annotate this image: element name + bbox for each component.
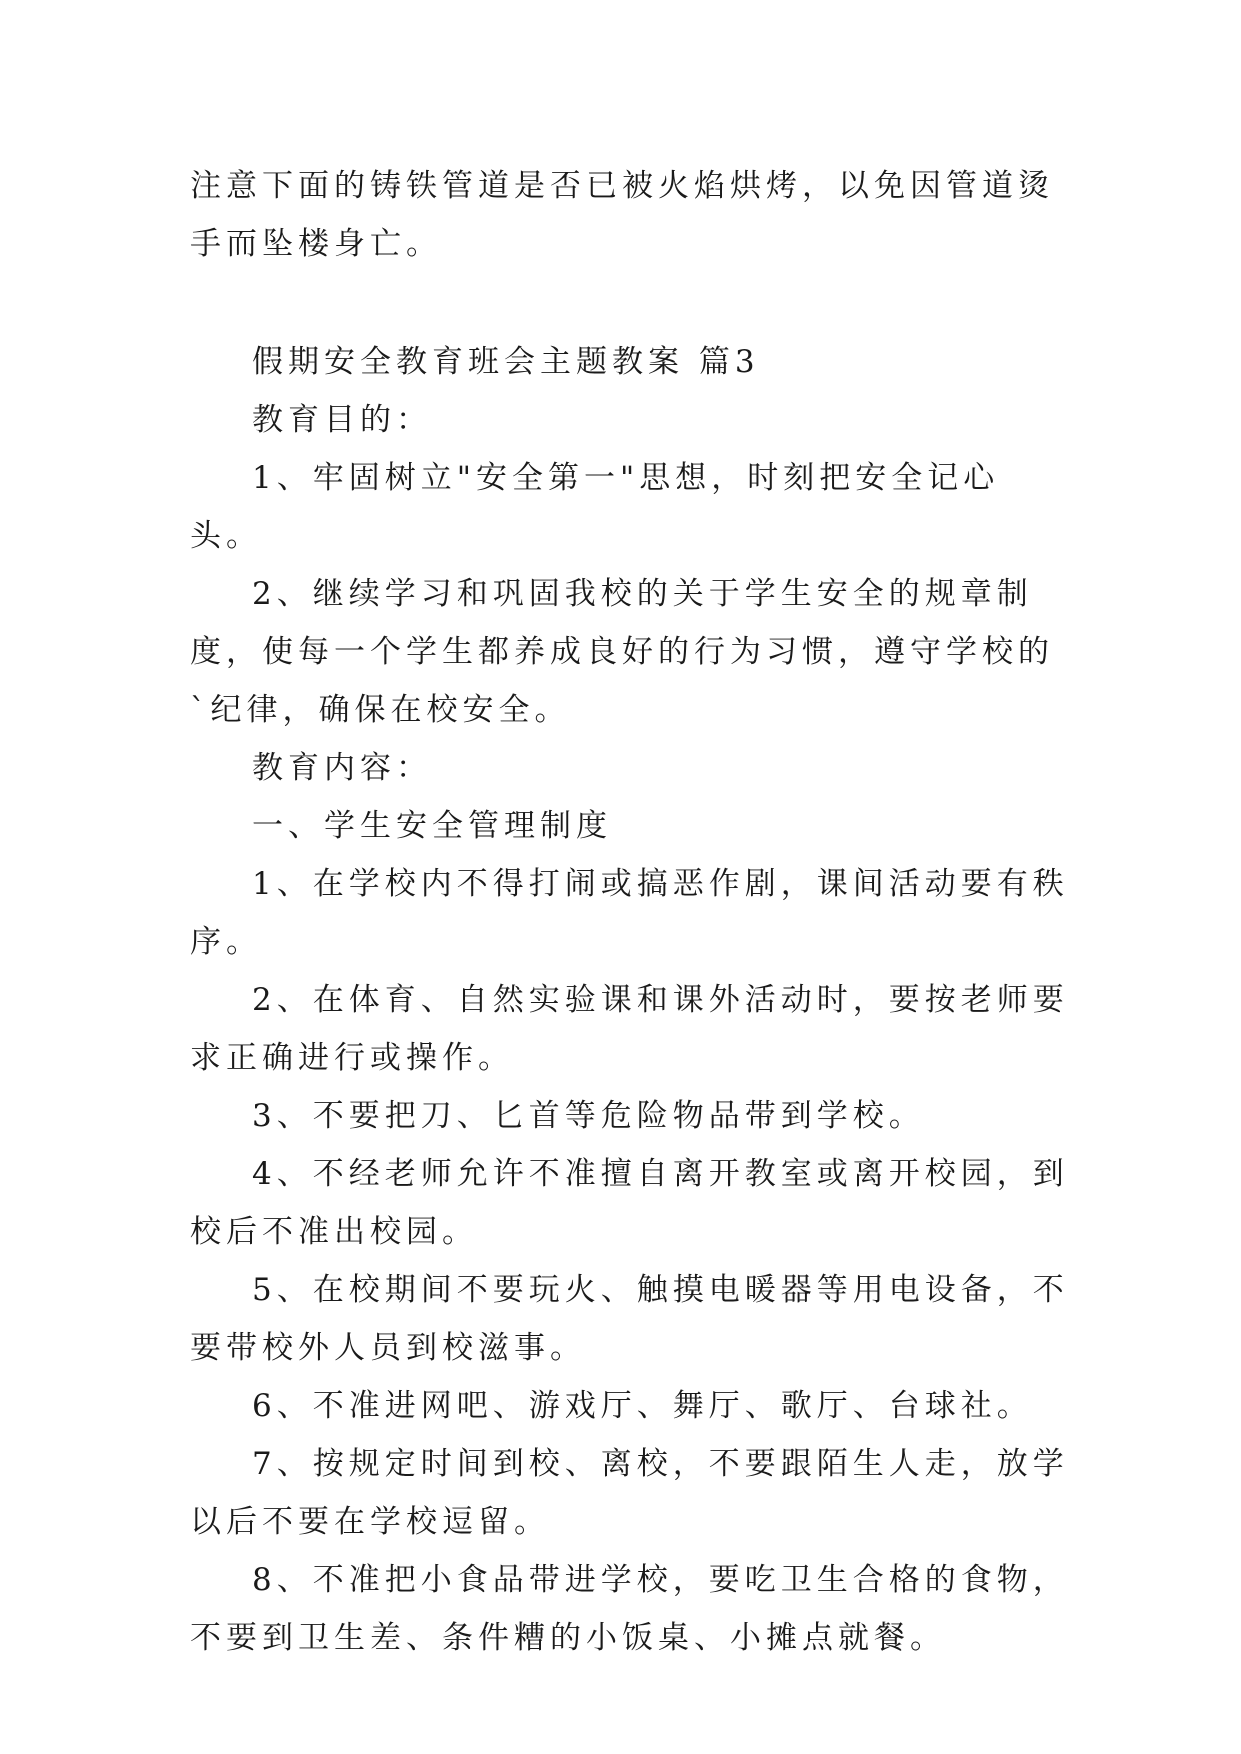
rule-item-1: 1、在学校内不得打闹或搞恶作剧，课间活动要有秩序。 [190,866,1069,960]
continuation-paragraph: 注意下面的铸铁管道是否已被火焰烘烤，以免因管道烫手而坠楼身亡。 [190,168,1054,262]
rules-subheading: 一、学生安全管理制度 [252,808,612,844]
section-title: 假期安全教育班会主题教案 篇3 [252,344,760,380]
rule-item-8: 8、不准把小食品带进学校，要吃卫生合格的食物，不要到卫生差、条件糟的小饭桌、小摊点就餐。 [190,1562,1069,1656]
continuation-block [190,157,1070,273]
rule-item-2: 2、在体育、自然实验课和课外活动时，要按老师要求正确进行或操作。 [190,982,1069,1076]
rule-item-4: 4、不经老师允许不准擅自离开教室或离开校园，到校后不准出校园。 [190,1156,1069,1250]
rule-item-7: 7、按规定时间到校、离校，不要跟陌生人走，放学以后不要在学校逗留。 [190,1446,1069,1540]
rule-item-5: 5、在校期间不要玩火、触摸电暖器等用电设备，不要带校外人员到校滋事。 [190,1272,1069,1366]
content-heading: 教育内容： [252,750,432,786]
goal-item-2: 2、继续学习和巩固我校的关于学生安全的规章制度，使每一个学生都养成良好的行为习惯，遵守学校的`纪律，确保在校安全。 [190,576,1054,728]
rule-item-6: 6、不准进网吧、游戏厅、舞厅、歌厅、台球社。 [252,1388,1033,1424]
section-block [190,333,1070,1667]
rule-item-3: 3、不要把刀、匕首等危险物品带到学校。 [252,1098,925,1134]
goal-heading: 教育目的： [252,402,432,438]
goal-item-1: 1、牢固树立"安全第一"思想，时刻把安全记心头。 [190,460,1000,554]
